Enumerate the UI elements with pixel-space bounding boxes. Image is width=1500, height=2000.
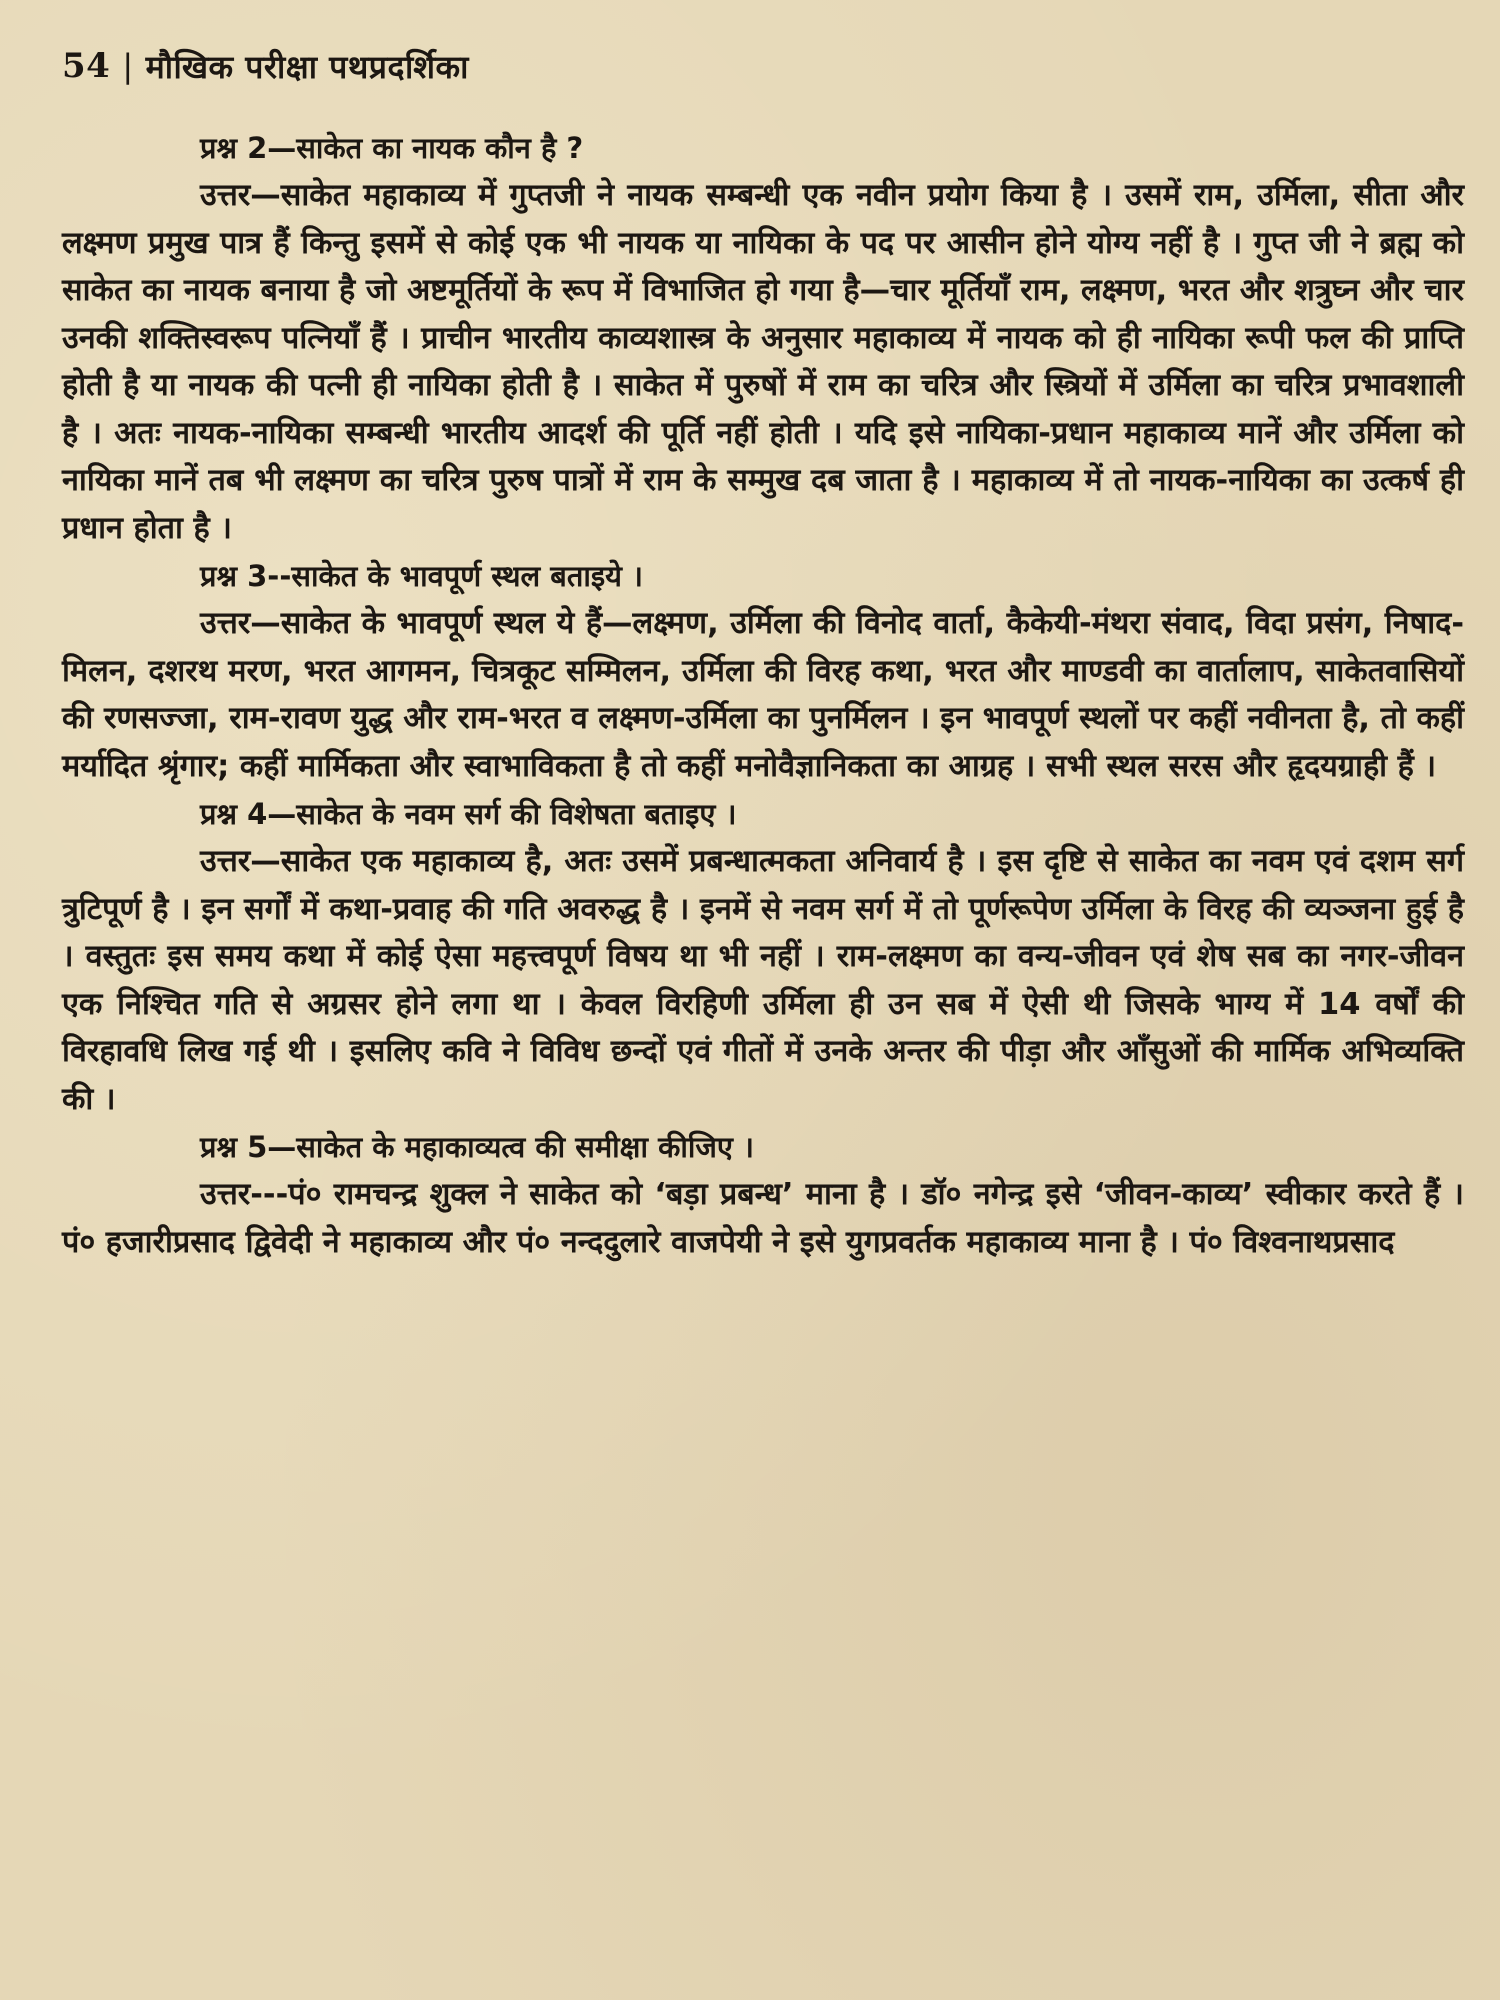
answer-text: साकेत के भावपूर्ण स्थल ये हैं—लक्ष्मण, उर्मिला की विनोद वार्ता, कैकेयी-मंथरा संवाद, विदा प्रसंग, निषाद-मिलन, दशरथ मरण, भरत आगमन, चित्रकूट सम्मिलन, उर्मिला की विरह कथा, भरत और माण्डवी का वार्तालाप, साकेतवासियों की रणसज्जा, राम-रावण युद्ध और राम-भरत व लक्ष्मण-उर्मिला का पुनर्मिलन । इन भावपूर्ण स्थलों पर कहीं नवीनता है, तो कहीं मर्यादित श्रृंगार; कहीं मार्मिकता और स्वाभाविकता है तो कहीं मनोवैज्ञानिकता का आग्रह । सभी स्थल सरस और हृदयग्राही हैं । [62, 606, 1465, 784]
answer-paragraph [62, 838, 1464, 1123]
answer-paragraph [62, 600, 1464, 790]
question-heading: प्रश्न 3--साकेत के भावपूर्ण स्थल बताइये । [200, 559, 644, 593]
question-heading: प्रश्न 2—साकेत का नायक कौन है ? [200, 131, 584, 165]
book-title: मौखिक परीक्षा पथप्रदर्शिका [145, 47, 469, 86]
answer-text: पं० रामचन्द्र शुक्ल ने साकेत को ‘बड़ा प्रबन्ध’ माना है । डॉ० नगेन्द्र इसे ‘जीवन-काव्य’ स्वीकार करते हैं । पं० हजारीप्रसाद द्विवेदी ने महाकाव्य और पं० नन्ददुलारे वाजपेयी ने इसे युगप्रवर्तक महाकाव्य माना है । पं० विश्वनाथप्रसाद [62, 1177, 1464, 1260]
page-body [62, 124, 1464, 1266]
answer-text: साकेत एक महाकाव्य है, अतः उसमें प्रबन्धात्मकता अनिवार्य है । इस दृष्टि से साकेत का नवम एवं दशम सर्ग त्रुटिपूर्ण है । इन सर्गों में कथा-प्रवाह की गति अवरुद्ध है । इनमें से नवम सर्ग में तो पूर्णरूपेण उर्मिला के विरह की व्यञ्जना हुई है । वस्तुतः इस समय कथा में कोई ऐसा महत्त्वपूर्ण विषय था भी नहीं । राम-लक्ष्मण का वन्य-जीवन एवं शेष सब का नगर-जीवन एक निश्चित गति से अग्रसर होने लगा था । केवल विरहिणी उर्मिला ही उन सब में ऐसी थी जिसके भाग्य में 14 वर्षों की विरहावधि लिख गई थी । इसलिए कवि ने विविध छन्दों एवं गीतों में उनके अन्तर की पीड़ा और आँसुओं की मार्मिक अभिव्यक्ति की । [62, 844, 1464, 1117]
header-separator: | [122, 47, 134, 85]
page-number: 54 [62, 46, 111, 86]
answer-text: साकेत महाकाव्य में गुप्तजी ने नायक सम्बन्धी एक नवीन प्रयोग किया है । उसमें राम, उर्मिला, सीता और लक्ष्मण प्रमुख पात्र हैं किन्तु इसमें से कोई एक भी नायक या नायिका के पद पर आसीन होने योग्य नहीं है । गुप्त जी ने ब्रह्म को साकेत का नायक बनाया है जो अष्टमूर्तियों के रूप में विभाजित हो गया है—चार मूर्तियाँ राम, लक्ष्मण, भरत और शत्रुघ्न और चार उनकी शक्तिस्वरूप पत्नियाँ हैं । प्राचीन भारतीय काव्यशास्त्र के अनुसार महाकाव्य में नायक को ही नायिका रूपी फल की प्राप्ति होती है या नायक की पत्नी ही नायिका होती है । साकेत में पुरुषों में राम का चरित्र और स्त्रियों में उर्मिला का चरित्र प्रभावशाली है । अतः नायक-नायिका सम्बन्धी भारतीय आदर्श की पूर्ति नहीं होती । यदि इसे नायिका-प्रधान महाकाव्य मानें और उर्मिला को नायिका मानें तब भी लक्ष्मण का चरित्र पुरुष पात्रों में राम के सम्मुख दब जाता है । महाकाव्य में तो नायक-नायिका का उत्कर्ष ही प्रधान होता है । [62, 178, 1464, 546]
running-header [62, 38, 1464, 94]
answer-paragraph [62, 1171, 1464, 1266]
qa-section-5 [62, 1123, 1464, 1266]
answer-label: उत्तर— [200, 844, 281, 879]
answer-label: उत्तर— [200, 606, 281, 641]
qa-section-3 [62, 552, 1464, 790]
qa-section-4 [62, 790, 1464, 1123]
answer-label: उत्तर— [200, 178, 281, 213]
answer-paragraph [62, 172, 1464, 552]
answer-label: उत्तर--- [200, 1177, 289, 1212]
question-heading: प्रश्न 4—साकेत के नवम सर्ग की विशेषता बताइए । [200, 797, 737, 831]
question-heading: प्रश्न 5—साकेत के महाकाव्यत्व की समीक्षा कीजिए । [200, 1130, 755, 1164]
qa-section-2 [62, 124, 1464, 552]
